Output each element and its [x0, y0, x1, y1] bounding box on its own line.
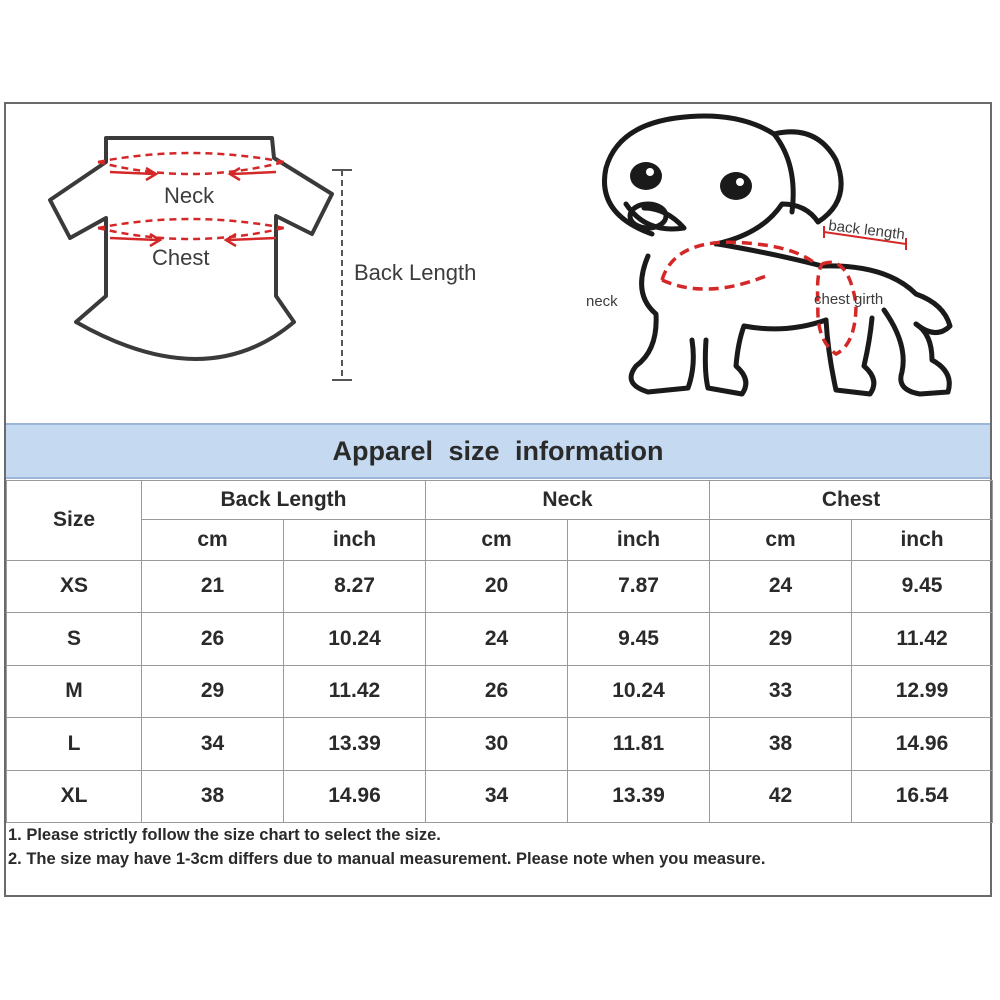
unit-header: inch: [284, 520, 426, 560]
unit-header: cm: [142, 520, 284, 560]
neck-header: Neck: [426, 481, 710, 520]
value-cell: 14.96: [284, 770, 426, 823]
size-cell: S: [7, 613, 142, 665]
value-cell: 33: [710, 665, 852, 717]
dog-diagram: [566, 104, 990, 420]
illustration-area: [6, 104, 990, 420]
shirt-diagram: [6, 104, 566, 420]
chest-header: Chest: [710, 481, 993, 520]
size-cell: XS: [7, 560, 142, 612]
value-cell: 38: [710, 718, 852, 770]
value-cell: 8.27: [284, 560, 426, 612]
table-unit-row: [7, 520, 993, 560]
table-row: [7, 613, 993, 665]
size-table: [6, 480, 993, 823]
size-notes: [8, 823, 988, 871]
value-cell: 13.39: [568, 770, 710, 823]
value-cell: 20: [426, 560, 568, 612]
value-cell: 7.87: [568, 560, 710, 612]
back-length-header: Back Length: [142, 481, 426, 520]
value-cell: 38: [142, 770, 284, 823]
value-cell: 10.24: [568, 665, 710, 717]
dog-back-length-label: back length: [827, 217, 906, 244]
value-cell: 34: [142, 718, 284, 770]
table-row: [7, 665, 993, 717]
size-cell: L: [7, 718, 142, 770]
value-cell: 10.24: [284, 613, 426, 665]
dog-face: [630, 162, 752, 200]
value-cell: 29: [142, 665, 284, 717]
dog-outline: [604, 116, 950, 394]
value-cell: 11.81: [568, 718, 710, 770]
table-row: [7, 560, 993, 612]
table-row: [7, 718, 993, 770]
note-line: 1. Please strictly follow the size chart to select the size.: [8, 826, 441, 844]
value-cell: 12.99: [852, 665, 993, 717]
dog-neck-label: neck: [586, 293, 618, 310]
value-cell: 26: [142, 613, 284, 665]
value-cell: 29: [710, 613, 852, 665]
unit-header: inch: [568, 520, 710, 560]
shirt-chest-label: Chest: [152, 245, 210, 270]
note-line: 2. The size may have 1-3cm differs due to manual measurement. Please note when you measure.: [8, 850, 766, 868]
size-cell: XL: [7, 770, 142, 823]
value-cell: 16.54: [852, 770, 993, 823]
dog-chest-girth-label: chest girth: [814, 291, 884, 308]
size-header: Size: [7, 481, 142, 561]
shirt-neck-label: Neck: [164, 183, 215, 208]
value-cell: 21: [142, 560, 284, 612]
value-cell: 9.45: [852, 560, 993, 612]
value-cell: 42: [710, 770, 852, 823]
value-cell: 14.96: [852, 718, 993, 770]
table-header-row: [7, 481, 993, 520]
shirt-back-length-label: Back Length: [354, 260, 477, 285]
value-cell: 26: [426, 665, 568, 717]
value-cell: 9.45: [568, 613, 710, 665]
value-cell: 24: [426, 613, 568, 665]
value-cell: 11.42: [852, 613, 993, 665]
unit-header: inch: [852, 520, 993, 560]
value-cell: 13.39: [284, 718, 426, 770]
size-info-banner: [6, 423, 990, 479]
value-cell: 34: [426, 770, 568, 823]
value-cell: 24: [710, 560, 852, 612]
unit-header: cm: [426, 520, 568, 560]
value-cell: 11.42: [284, 665, 426, 717]
banner-title: Apparel size information: [332, 435, 664, 466]
unit-header: cm: [710, 520, 852, 560]
table-row: [7, 770, 993, 823]
size-cell: M: [7, 665, 142, 717]
value-cell: 30: [426, 718, 568, 770]
